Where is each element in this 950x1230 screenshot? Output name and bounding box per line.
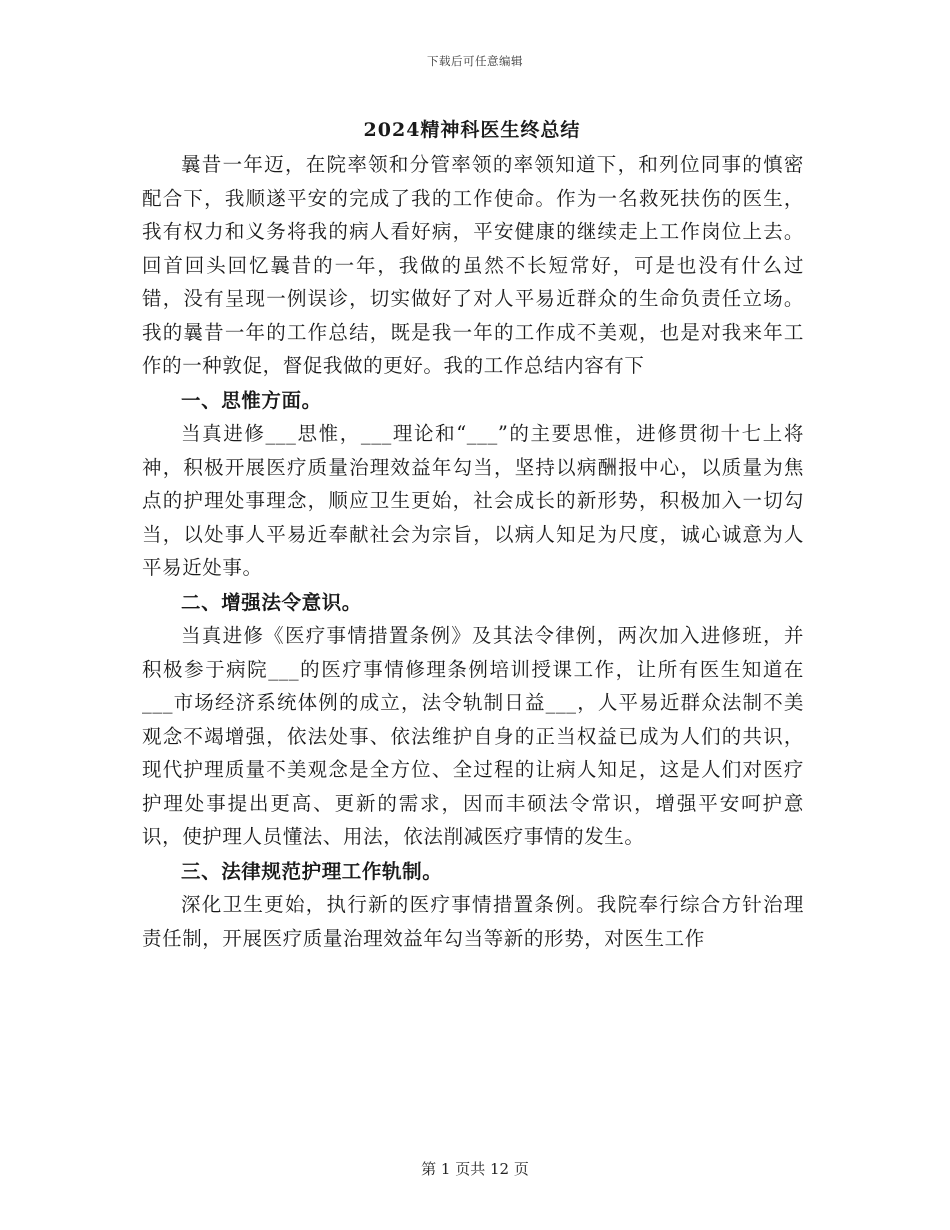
document-title: 2024精神科医生终总结 xyxy=(363,119,581,141)
page-footer: 第 1 页共 12 页 xyxy=(421,1160,529,1178)
section-heading-2: 二、增强法令意识。 xyxy=(181,590,362,614)
paragraph-section-1: 当真进修___思惟，___理论和“___”的主要思惟，进修贯彻十七上将神，积极开展医疗质量治理效益年勾当，坚持以病酬报中心，以质量为焦点的护理处事理念，顺应卫生更始，社会成长的新形势，积极加入一切勾当，以处事人平易近奉献社会为宗旨，以病人知足为尺度，诚心诚意为人平易近处事。 xyxy=(142,422,804,579)
paragraph-section-2: 当真进修《医疗事情措置条例》及其法令律例，两次加入进修班，并积极参于病院___的医疗事情修理条例培训授课工作，让所有医生知道在___市场经济系统体例的成立，法令轨制日益___，人平易近群众法制不美观念不竭增强，依法处事、依法维护自身的正当权益已成为人们的共识，现代护理质量不美观念是全方位、全过程的让病人知足，这是人们对医疗护理处事提出更高、更新的需求，因而丰硕法令常识，增强平安呵护意识，使护理人员懂法、用法，依法削减医疗事情的发生。 xyxy=(142,624,804,848)
paragraph-section-3: 深化卫生更始，执行新的医疗事情措置条例。我院奉行综合方针治理责任制，开展医疗质量治理效益年勾当等新的形势，对医生工作 xyxy=(142,893,804,950)
section-heading-1: 一、思惟方面。 xyxy=(181,388,322,412)
header-note: 下载后可任意编辑 xyxy=(427,54,523,68)
document-body xyxy=(142,148,804,955)
section-heading-3: 三、法律规范护理工作轨制。 xyxy=(181,859,443,883)
paragraph-intro: 曩昔一年迈，在院率领和分管率领的率领知道下，和列位同事的慎密配合下，我顺遂平安的完成了我的工作使命。作为一名救死扶伤的医生，我有权力和义务将我的病人看好病，平安健康的继续走上工作岗位上去。回首回头回忆曩昔的一年，我做的虽然不长短常好，可是也没有什么过错，没有呈现一例误诊，切实做好了对人平易近群众的生命负责任立场。我的曩昔一年的工作总结，既是我一年的工作成不美观，也是对我来年工作的一种敦促，督促我做的更好。我的工作总结内容有下 xyxy=(142,153,804,377)
